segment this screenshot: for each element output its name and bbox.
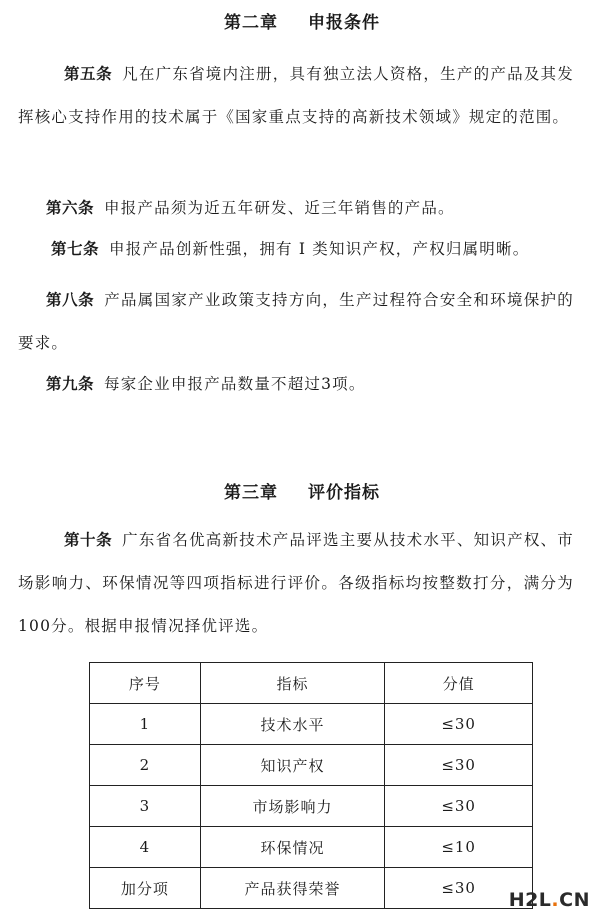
article-10 [18, 519, 574, 648]
cell-indicator: 产品获得荣誉 [200, 868, 385, 909]
table-row [90, 827, 533, 868]
chapter-3-label: 第三章 [224, 483, 278, 503]
cell-score: ≤30 [385, 745, 533, 786]
table-header-row [90, 663, 533, 704]
cell-seq: 2 [90, 745, 201, 786]
cell-seq: 1 [90, 704, 201, 745]
cell-indicator: 环保情况 [200, 827, 385, 868]
cell-score: ≤30 [385, 786, 533, 827]
watermark-part-1: H2L [508, 889, 552, 911]
watermark-part-2: CN [559, 889, 590, 911]
cell-indicator: 技术水平 [200, 704, 385, 745]
chapter-2-heading: 申报条件 [308, 13, 380, 33]
article-text: 广东省名优高新技术产品评选主要从技术水平、知识产权、市场影响力、环保情况等四项指标进行评价。各级指标均按整数打分，满分为100分。根据申报情况择优评选。 [18, 531, 574, 635]
header-indicator: 指标 [200, 663, 385, 704]
site-watermark [509, 889, 590, 911]
chapter-3-title [0, 478, 604, 503]
cell-seq: 加分项 [90, 868, 201, 909]
article-6 [18, 187, 574, 230]
cell-indicator: 知识产权 [200, 745, 385, 786]
cell-indicator: 市场影响力 [200, 786, 385, 827]
article-text: 申报产品创新性强，拥有 I 类知识产权，产权归属明晰。 [109, 240, 530, 258]
article-number: 第七条 [51, 240, 100, 258]
watermark-dot: . [551, 889, 560, 911]
article-8 [18, 279, 574, 365]
article-number: 第八条 [46, 291, 95, 309]
table-row [90, 786, 533, 827]
article-text: 每家企业申报产品数量不超过3项。 [104, 375, 366, 393]
table-row [90, 704, 533, 745]
article-number: 第九条 [46, 375, 95, 393]
article-5 [18, 53, 574, 139]
header-seq: 序号 [90, 663, 201, 704]
cell-score: ≤10 [385, 827, 533, 868]
article-number: 第六条 [46, 199, 95, 217]
article-number: 第五条 [64, 65, 113, 83]
article-7 [18, 228, 574, 271]
table-row [90, 745, 533, 786]
table-row [90, 868, 533, 909]
article-text: 产品属国家产业政策支持方向，生产过程符合安全和环境保护的要求。 [18, 291, 574, 352]
cell-seq: 3 [90, 786, 201, 827]
cell-score: ≤30 [385, 868, 533, 909]
evaluation-table [89, 662, 533, 909]
cell-score: ≤30 [385, 704, 533, 745]
cell-seq: 4 [90, 827, 201, 868]
article-text: 申报产品须为近五年研发、近三年销售的产品。 [104, 199, 455, 217]
header-score: 分值 [385, 663, 533, 704]
article-9 [18, 363, 574, 406]
chapter-2-label: 第二章 [224, 13, 278, 33]
article-number: 第十条 [64, 531, 113, 549]
chapter-3-heading: 评价指标 [308, 483, 380, 503]
article-text: 凡在广东省境内注册，具有独立法人资格，生产的产品及其发挥核心支持作用的技术属于《国家重点支持的高新技术领域》规定的范围。 [18, 65, 574, 126]
chapter-2-title [0, 8, 604, 33]
